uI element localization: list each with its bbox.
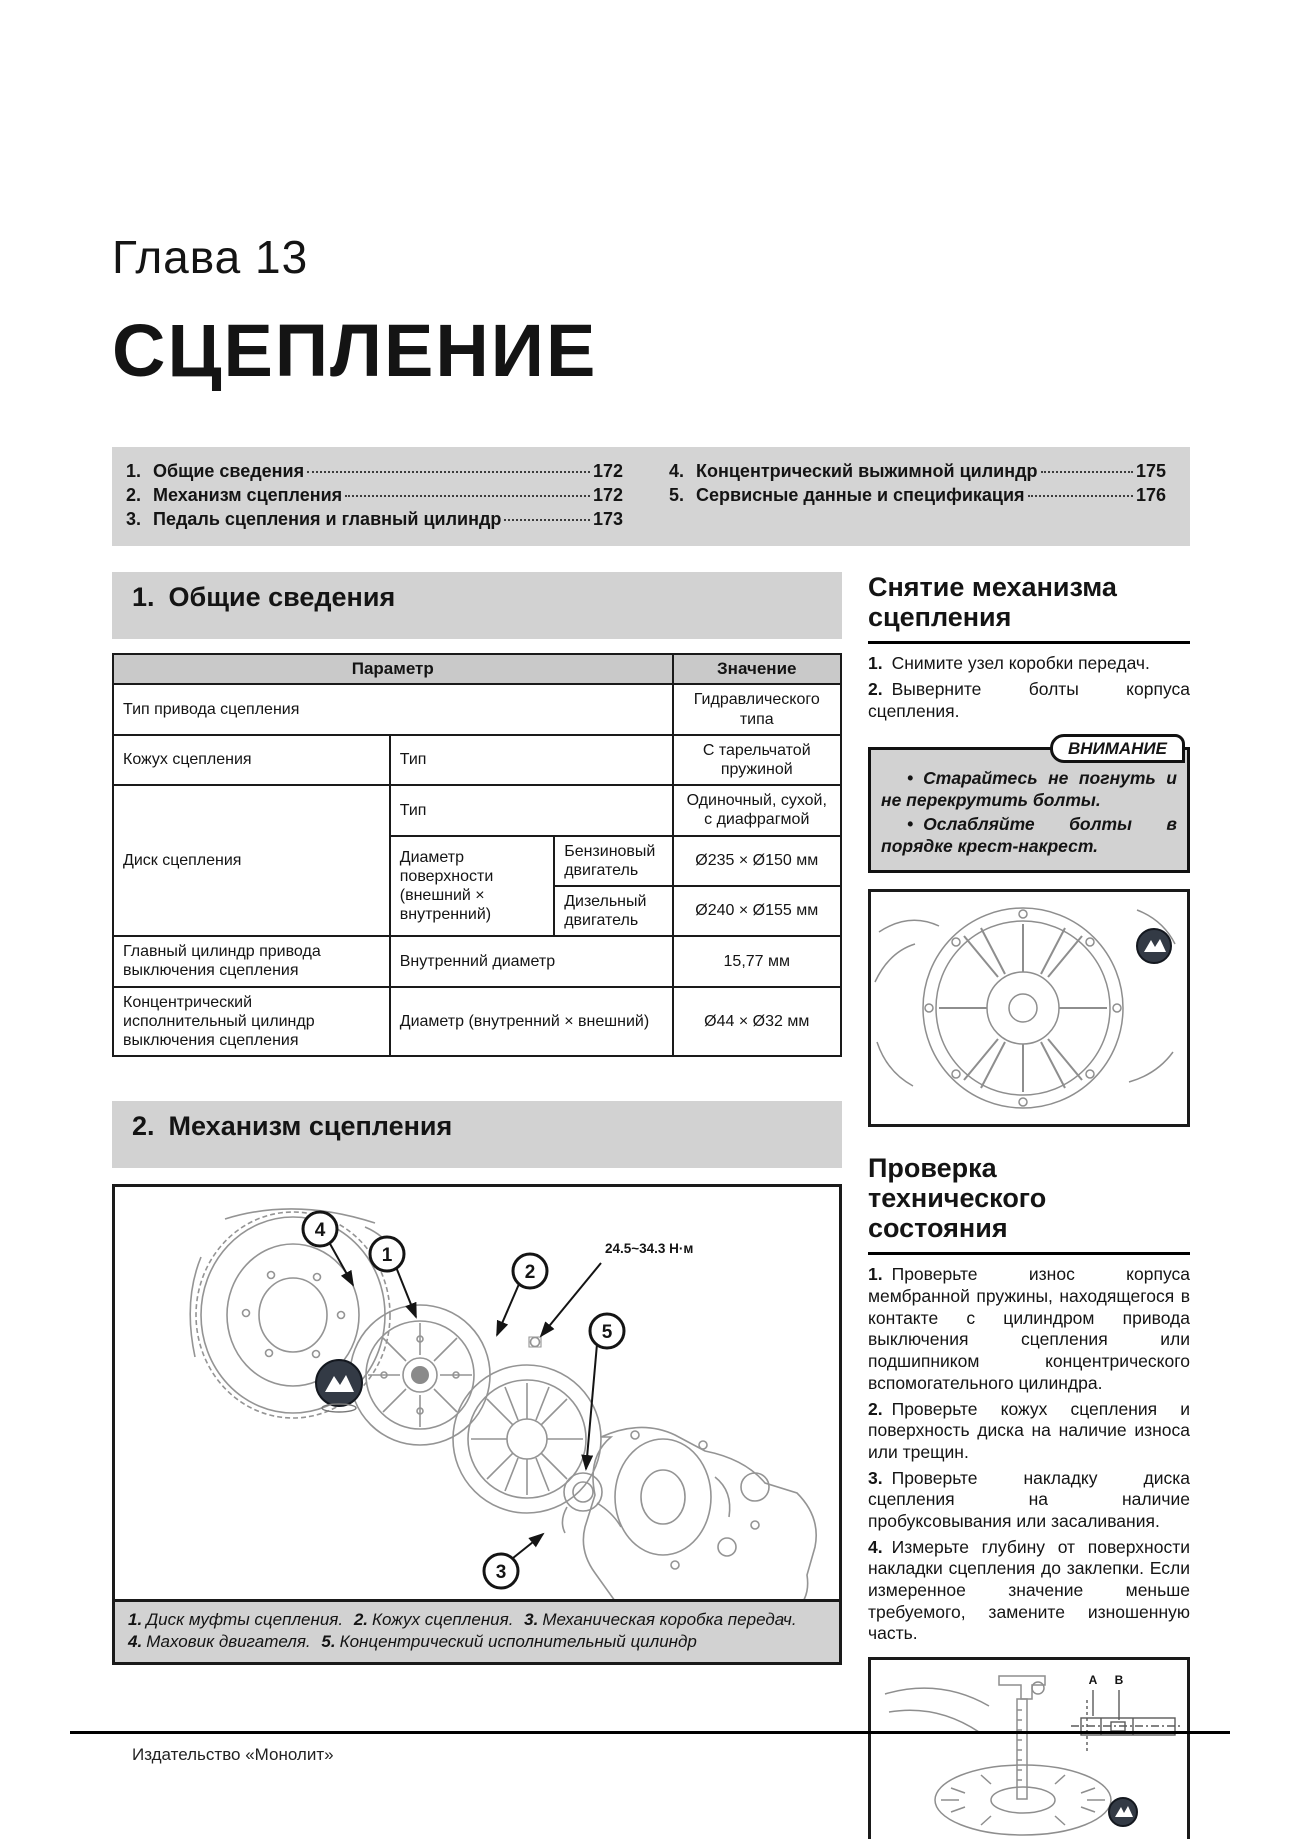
toc-left-column	[126, 461, 623, 530]
value-cell: С тарельчатой пружиной	[673, 735, 841, 785]
clutch-disc-drawing	[350, 1305, 490, 1445]
callout-1: 1	[381, 1245, 393, 1267]
removal-heading	[868, 572, 1190, 644]
toc-item-number: 1.	[126, 461, 142, 481]
table-row	[113, 936, 841, 986]
toc-item	[126, 485, 623, 506]
toc-item-label: Сервисные данные и спецификация	[696, 485, 1025, 505]
toc-item	[669, 461, 1166, 482]
table-row	[113, 684, 841, 734]
caption-number: 4.	[128, 1631, 143, 1651]
step-number: 4.	[868, 1536, 883, 1557]
step-number: 2.	[868, 679, 883, 700]
heading-line: сцепления	[868, 602, 1012, 633]
dimension-label-a: A	[1088, 1673, 1098, 1688]
toc-item-page: 172	[592, 461, 623, 481]
caliper-measurement-drawing	[871, 1660, 1183, 1839]
parameter-cell: Концентрический исполнительный цилиндр выключения сцепления	[113, 987, 390, 1057]
disc-cross-section	[1071, 1690, 1183, 1752]
callout-2: 2	[524, 1262, 536, 1284]
clutch-exploded-figure	[112, 1184, 842, 1665]
caption-number: 3.	[524, 1610, 539, 1630]
value-cell: Одиночный, сухой, с диафрагмой	[673, 785, 841, 835]
page-title: СЦЕПЛЕНИЕ	[112, 309, 598, 392]
heading-line: технического состояния	[868, 1182, 1047, 1244]
caption-text: Кожух сцепления.	[372, 1610, 514, 1630]
step-number: 1.	[868, 653, 883, 674]
specs-table	[112, 653, 842, 1057]
step-number: 3.	[868, 1467, 883, 1488]
parameter-sub-cell: Диаметр поверхности (внешний × внутренний)	[390, 836, 554, 937]
pressure-plate-drawing	[871, 892, 1183, 1120]
torque-label: 24.5~34.3 Н·м	[605, 1241, 694, 1257]
callout-3: 3	[495, 1562, 507, 1584]
step-number: 1.	[868, 1264, 883, 1285]
section-1-header	[112, 572, 842, 639]
toc-item-label: Педаль сцепления и главный цилиндр	[153, 509, 502, 529]
parameter-cell: Тип привода сцепления	[113, 684, 673, 734]
value-cell: Ø44 × Ø32 мм	[673, 987, 841, 1057]
toc-leader-dots	[504, 519, 590, 521]
inspection-steps	[868, 1264, 1190, 1645]
heading-line: Снятие механизма	[868, 572, 1117, 602]
column-header-value: Значение	[673, 654, 841, 684]
step	[868, 679, 1190, 722]
toc-item	[126, 509, 623, 530]
caption-text: Концентрический исполнительный цилиндр	[339, 1631, 697, 1651]
step	[868, 1264, 1190, 1394]
left-column	[112, 572, 842, 1665]
parameter-cell: Главный цилиндр привода выключения сцепления	[113, 936, 390, 986]
monolit-logo	[316, 1360, 362, 1412]
removal-steps	[868, 653, 1190, 722]
footer-rule	[70, 1731, 1230, 1734]
toc-right-column	[669, 461, 1166, 530]
toc-item-page: 175	[1135, 461, 1166, 481]
value-cell: 15,77 мм	[673, 936, 841, 986]
figure-caption	[115, 1599, 839, 1662]
table-row	[113, 735, 841, 785]
toc-leader-dots	[345, 495, 590, 497]
parameter-sub-cell: Тип	[390, 735, 673, 785]
toc-item-label: Общие сведения	[153, 461, 305, 481]
section-title: Механизм сцепления	[168, 1111, 453, 1142]
table-header-row	[113, 654, 841, 684]
monolit-logo	[1137, 929, 1171, 963]
warning-box	[868, 738, 1190, 873]
value-cell: Ø235 × Ø150 мм	[673, 836, 841, 886]
right-column	[868, 572, 1190, 1839]
step-text: Проверьте накладку диска сцепления на наличие пробуксовывания или засаливания.	[868, 1467, 1190, 1531]
monolit-logo	[1109, 1798, 1137, 1826]
warning-item	[881, 767, 1177, 811]
step	[868, 1468, 1190, 1533]
caliper-measurement-figure	[868, 1657, 1190, 1839]
bullet-icon: •	[907, 767, 914, 788]
step	[868, 1537, 1190, 1645]
step-number: 2.	[868, 1398, 883, 1419]
engine-type-cell: Бензиновый двигатель	[554, 836, 672, 886]
caption-text: Механическая коробка передач.	[542, 1610, 797, 1630]
parameter-sub-cell: Тип	[390, 785, 673, 835]
caption-text: Диск муфты сцепления.	[146, 1610, 344, 1630]
caption-number: 2.	[353, 1610, 369, 1630]
gearbox-drawing	[583, 1428, 816, 1600]
step-text: Снимите узел коробки передач.	[891, 653, 1150, 674]
parameter-sub-cell: Диаметр (внутренний × внешний)	[390, 987, 673, 1057]
toc-leader-dots	[307, 471, 590, 473]
dimension-label-b: B	[1114, 1673, 1124, 1688]
toc-item-number: 5.	[669, 485, 685, 505]
section-number: 2.	[132, 1111, 155, 1142]
step-text: Проверьте износ корпуса мембранной пружины, находящегося в контакте с цилиндром привода выключения сцепления или подшипником концентрического вспомогательного цилиндра.	[868, 1264, 1190, 1393]
warning-text: Старайтесь не погнуть и не перекрутить болты.	[881, 767, 1177, 810]
table-row	[113, 987, 841, 1057]
caption-text: Маховик двигателя.	[146, 1631, 311, 1651]
toc-item	[669, 485, 1166, 506]
toc-item-label: Концентрический выжимной цилиндр	[696, 461, 1038, 481]
caption-number: 1.	[128, 1610, 143, 1630]
engine-type-cell: Дизельный двигатель	[554, 886, 672, 936]
step-text: Выверните болты корпуса сцепления.	[868, 679, 1190, 721]
toc-item-number: 2.	[126, 485, 142, 505]
section-title: Общие сведения	[168, 582, 396, 612]
callout-4: 4	[314, 1220, 326, 1242]
warning-tab: ВНИМАНИЕ	[1050, 734, 1185, 763]
step	[868, 653, 1190, 675]
value-cell: Ø240 × Ø155 мм	[673, 886, 841, 936]
caption-number: 5.	[321, 1631, 336, 1651]
heading-line: Проверка	[868, 1152, 997, 1183]
column-header-parameter: Параметр	[113, 654, 673, 684]
inspection-heading	[868, 1153, 1190, 1256]
figure-callouts	[303, 1212, 693, 1588]
toc-item-page: 172	[592, 485, 623, 505]
toc-item-label: Механизм сцепления	[153, 485, 343, 505]
chapter-label: Глава 13	[112, 231, 309, 283]
callout-5: 5	[601, 1322, 613, 1344]
toc-leader-dots	[1028, 495, 1133, 497]
toc-leader-dots	[1041, 471, 1133, 473]
value-cell: Гидравлического типа	[673, 684, 841, 734]
warning-text: Ослабляйте болты в порядке крест-накрест.	[881, 813, 1177, 856]
clutch-cover-drawing	[453, 1337, 601, 1513]
parameter-sub-cell: Внутренний диаметр	[390, 936, 673, 986]
step-text: Измерьте глубину от поверхности накладки сцепления до заклепки. Если измеренное значение меньше требуемого, замените изношенную часть.	[868, 1536, 1190, 1644]
parameter-cell: Диск сцепления	[113, 785, 390, 936]
step	[868, 1399, 1190, 1464]
toc-item-page: 173	[592, 509, 623, 529]
warning-item	[881, 813, 1177, 857]
toc-item-number: 3.	[126, 509, 142, 529]
clutch-exploded-drawing	[115, 1187, 839, 1599]
pressure-plate-figure	[868, 889, 1190, 1127]
section-number: 1.	[132, 582, 155, 612]
step-text: Проверьте кожух сцепления и поверхность диска на наличие износа или трещин.	[868, 1398, 1190, 1462]
bullet-icon: •	[907, 813, 914, 834]
section-2-header	[112, 1101, 842, 1168]
toc-item	[126, 461, 623, 482]
parameter-cell: Кожух сцепления	[113, 735, 390, 785]
toc-item-number: 4.	[669, 461, 685, 481]
table-row	[113, 785, 841, 835]
publisher-footer: Издательство «Монолит»	[132, 1745, 334, 1764]
toc-item-page: 176	[1135, 485, 1166, 505]
table-of-contents	[112, 447, 1190, 546]
